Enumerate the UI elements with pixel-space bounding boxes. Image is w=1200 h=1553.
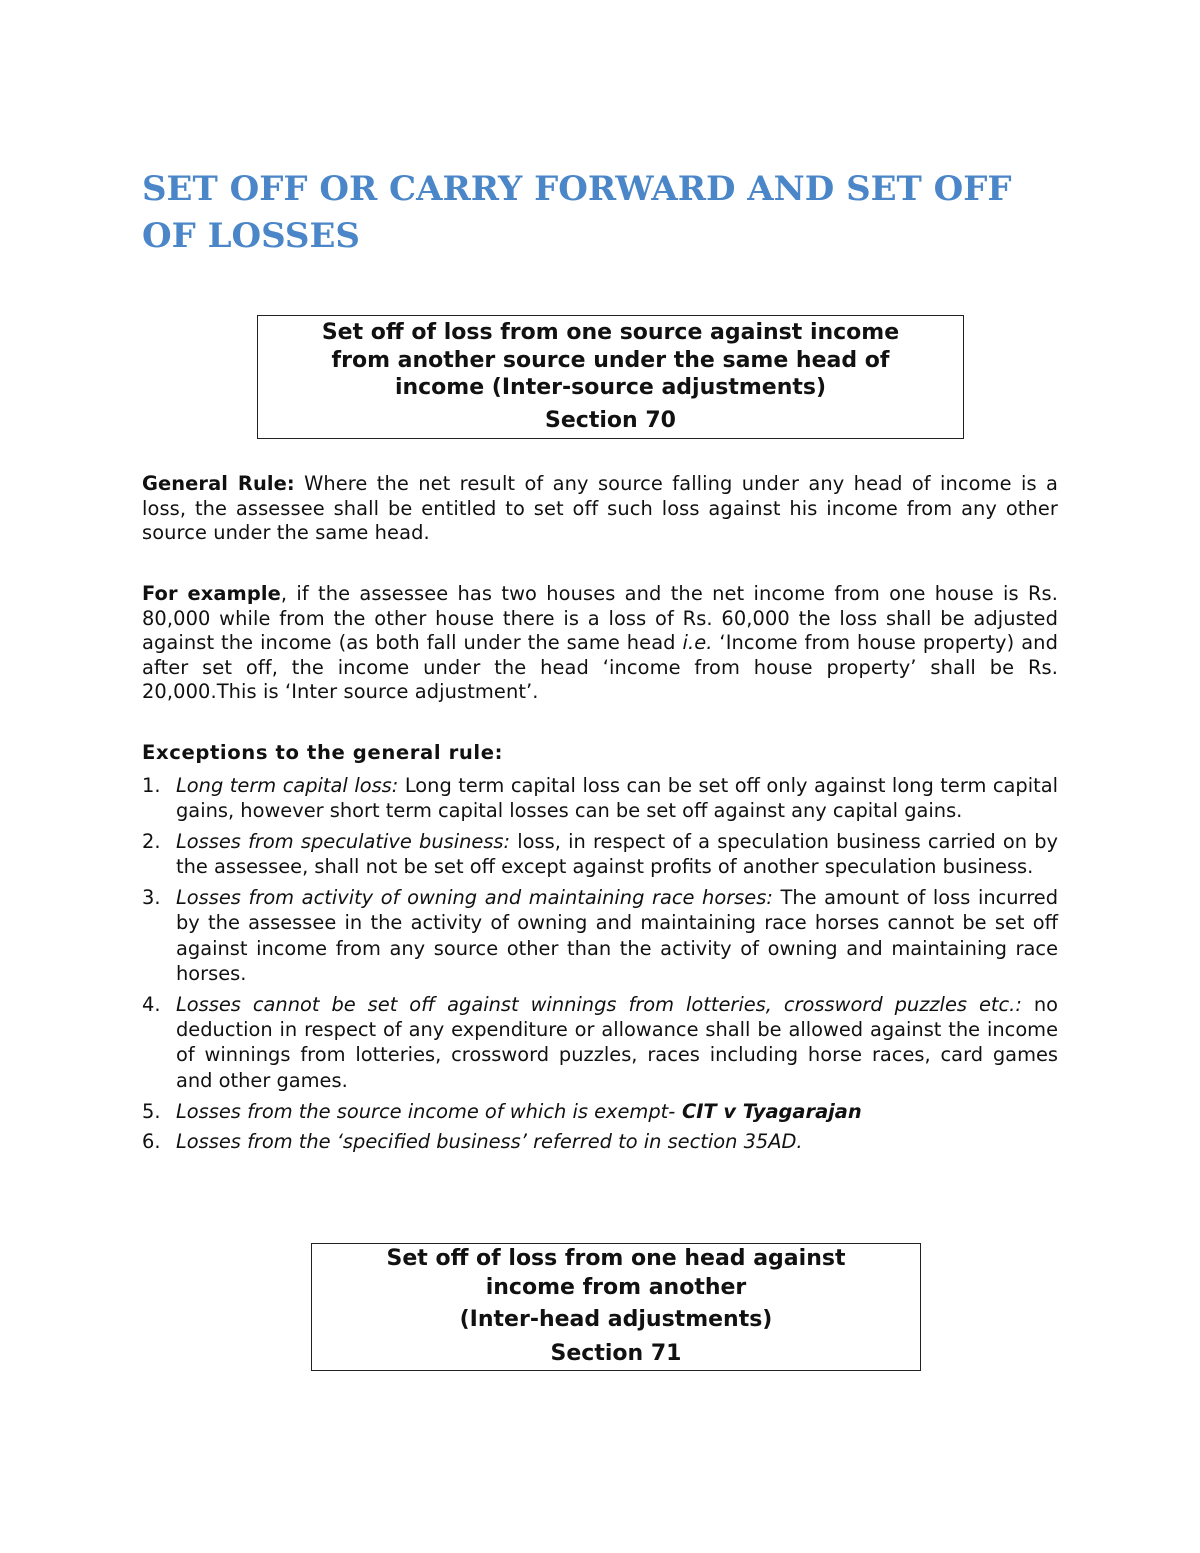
- section-70-box: [257, 315, 964, 439]
- section-71-label: Section 71: [550, 1340, 682, 1366]
- section-70-label: Section 70: [545, 407, 676, 433]
- section-70-heading-line-2: from another source under the same head of: [331, 347, 890, 373]
- section-71-heading-line-3: (Inter-head adjustments): [459, 1307, 773, 1332]
- example-text-part-1: , if the assessee has two houses and the net income from one house is Rs. 80,000 while from the other house there is a loss of Rs. 60,000 the loss shall be adjusted against the income (as both fall under the same head: [142, 582, 1058, 654]
- exception-text: The amount of loss incurred by the assessee in the activity of owning and maintaining race horses cannot be set off against income from any source other than the activity of owning and maintaining race horses.: [176, 886, 1059, 986]
- exception-lead: Losses from speculative business:: [176, 830, 511, 854]
- exception-item: [142, 1129, 1058, 1154]
- exception-number: 4.: [142, 992, 161, 1016]
- exception-lead: Losses cannot be set off against winnings from lotteries, crossword puzzles etc.:: [176, 992, 1022, 1016]
- exception-case-citation: CIT v Tyagarajan: [675, 1099, 862, 1123]
- exception-item: [142, 773, 1058, 824]
- section-71-heading-line-1: Set off of loss from one head against: [386, 1246, 846, 1271]
- example-paragraph: [142, 582, 1058, 705]
- example-ie: i.e.: [682, 631, 713, 654]
- exception-item: [142, 992, 1058, 1093]
- exception-item: [142, 885, 1058, 986]
- exception-item: [142, 1099, 1058, 1124]
- general-rule-paragraph: [142, 472, 1058, 546]
- exception-number: 3.: [142, 886, 161, 910]
- exception-item: [142, 829, 1058, 880]
- general-rule-label: General Rule:: [142, 472, 295, 495]
- general-rule-text: Where the net result of any source falling under any head of income is a loss, the assessee shall be entitled to set off such loss against his income from any other source under the same head.: [142, 472, 1058, 544]
- exception-lead: Long term capital loss:: [176, 774, 399, 797]
- exception-lead: Losses from the ‘specified business’ referred to in section 35AD.: [176, 1130, 803, 1154]
- exceptions-heading: Exceptions to the general rule:: [142, 741, 504, 764]
- exception-lead: Losses from activity of owning and maintaining race horses:: [176, 886, 773, 910]
- section-71-heading-line-2: income from another: [485, 1274, 747, 1300]
- section-70-heading-line-3: income (Inter-source adjustments): [394, 375, 827, 400]
- example-label: For example: [142, 582, 281, 605]
- exception-number: 5.: [142, 1099, 161, 1123]
- exception-number: 2.: [142, 830, 161, 854]
- exception-lead: Losses from the source income of which is exempt-: [176, 1099, 676, 1123]
- section-70-heading-line-1: Set off of loss from one source against income: [321, 320, 900, 345]
- exceptions-list: [142, 773, 1058, 1160]
- exception-text: Long term capital loss can be set off only against long term capital gains, however short term capital losses can be set off against any capital gains.: [176, 774, 1058, 823]
- exception-number: 1.: [142, 774, 161, 797]
- example-text-part-2: ‘Income from house property) and after set off, the income under the head ‘income from house property’ shall be Rs. 20,000.This is ‘Inter source adjustment’.: [142, 631, 1058, 703]
- page-title: SET OFF OR CARRY FORWARD AND SET OFF OF LOSSES: [142, 169, 1012, 256]
- exception-number: 6.: [142, 1130, 161, 1154]
- exception-text: loss, in respect of a speculation business carried on by the assessee, shall not be set off except against profits of another speculation business.: [176, 830, 1058, 879]
- section-71-box: [311, 1243, 921, 1371]
- exception-text: no deduction in respect of any expenditure or allowance shall be allowed against the income of winnings from lotteries, crossword puzzles, races including horse races, card games and other games.: [176, 992, 1058, 1092]
